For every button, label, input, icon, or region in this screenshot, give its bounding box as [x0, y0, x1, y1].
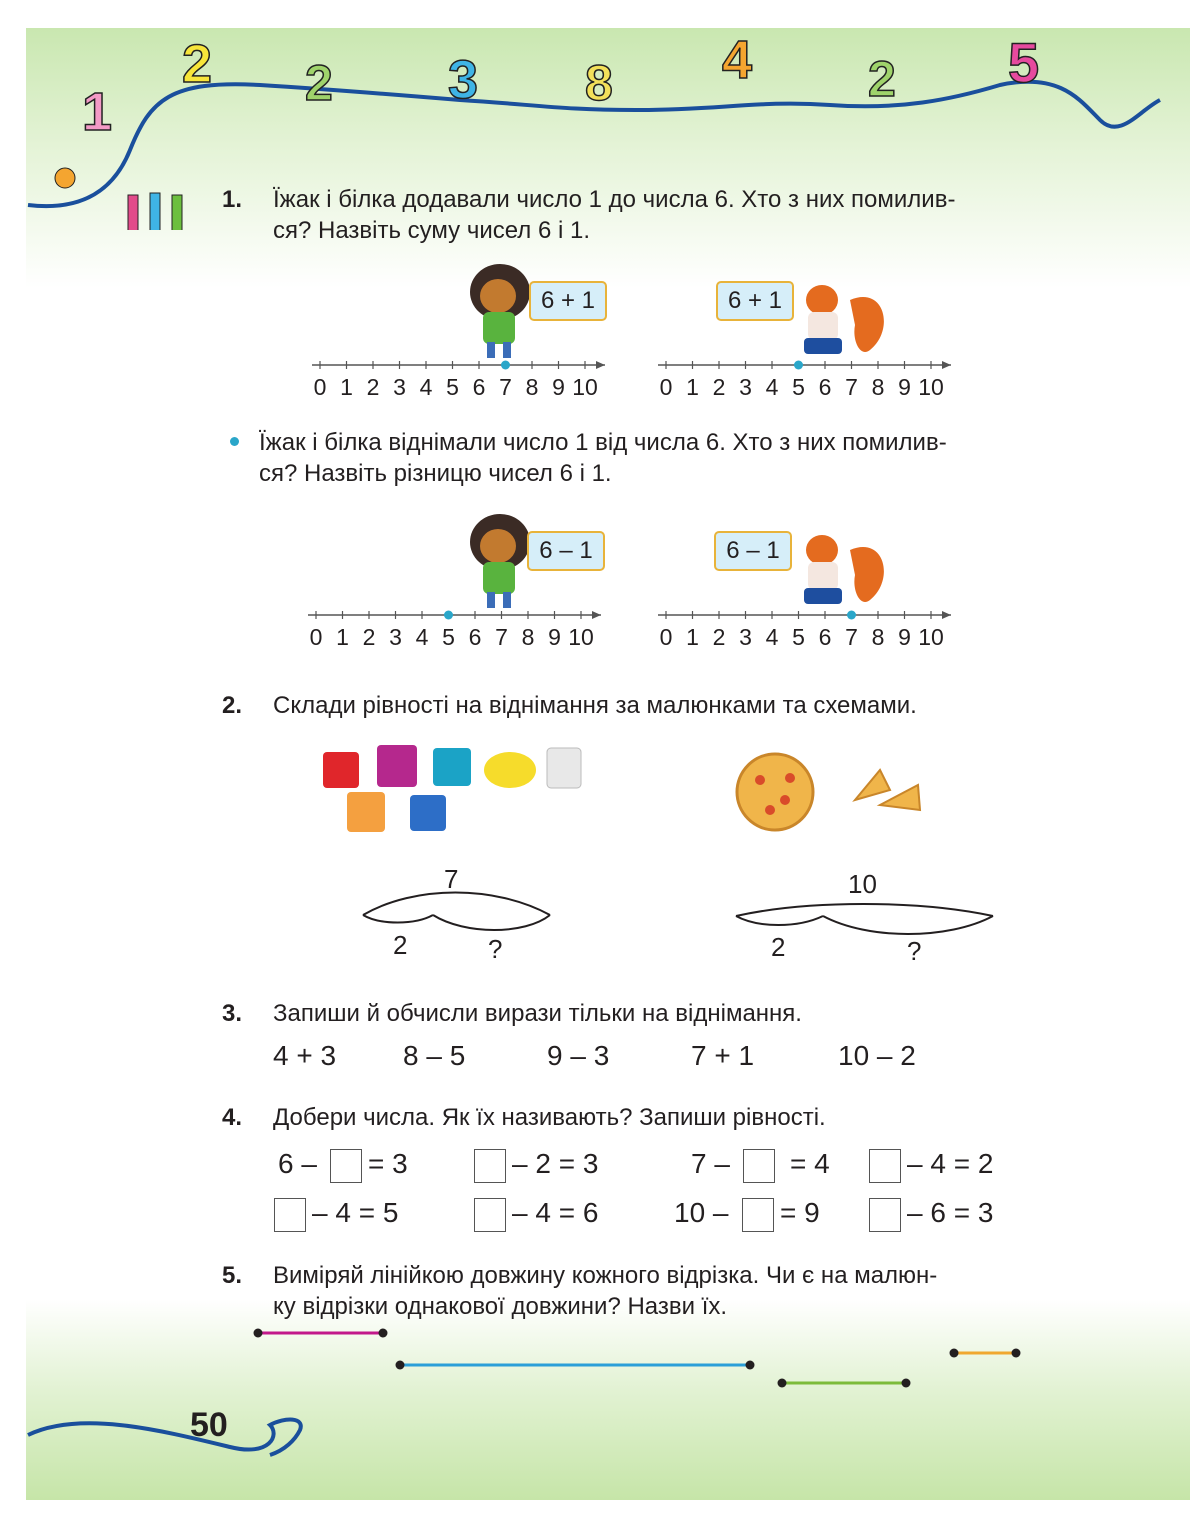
task-3-number: 3.: [222, 1000, 243, 1027]
squirrel-number-line-tick-label: 3: [739, 374, 752, 400]
hedgehog-number-line-tick-label: 1: [340, 374, 353, 400]
hedgehog-sum-label: 6 + 1: [529, 281, 607, 321]
hedgehog-number-line-tick-label: 0: [313, 374, 327, 400]
answer-box[interactable]: [474, 1149, 506, 1183]
squirrel-number-line-tick-label: 4: [765, 374, 779, 400]
scheme-1-unknown-arc: [433, 915, 550, 930]
hedgehog-number-line-tick-label: 7: [499, 374, 512, 400]
scheme-2-part-arc: [736, 916, 823, 925]
hedgehog-number-line-tick-label: 5: [446, 374, 459, 400]
equation-prefix: 10 –: [674, 1197, 729, 1228]
answer-box[interactable]: [742, 1198, 774, 1232]
squirrel-number-line-tick-label: 5: [792, 374, 805, 400]
equation-suffix: – 6 = 3: [907, 1197, 994, 1228]
equation-suffix: – 4 = 5: [312, 1197, 399, 1228]
equation-prefix: 6 –: [278, 1148, 317, 1179]
expression: 4 + 3: [273, 1040, 337, 1071]
hedgehog-icon: [465, 512, 535, 612]
scheme-1: [355, 860, 565, 970]
hedgehog-number-line-tick-label: 10: [568, 624, 594, 650]
squirrel-number-line-tick-label: 9: [898, 374, 911, 400]
task-1b-line-2: ся? Назвіть різницю чисел 6 і 1.: [259, 460, 612, 487]
squirrel-number-line-tick-label: 7: [845, 374, 858, 400]
hedgehog-number-line-marker: [444, 611, 453, 620]
scheme-2-unknown-arc: [823, 916, 993, 934]
answer-box[interactable]: [869, 1198, 901, 1232]
character-8-icon: 8: [585, 55, 613, 111]
equation-suffix: – 4 = 6: [512, 1197, 599, 1228]
squirrel-icon: [790, 280, 890, 362]
task-2-number: 2.: [222, 692, 243, 719]
task-5-number: 5.: [222, 1262, 243, 1289]
hedgehog-number-line-tick-label: 5: [442, 624, 455, 650]
squirrel-number-line-tick-label: 9: [898, 624, 911, 650]
hedgehog-number-line-tick-label: 2: [366, 374, 380, 400]
squirrel-number-line-tick-label: 1: [686, 374, 699, 400]
hedgehog-number-line-tick-label: 3: [393, 374, 406, 400]
task-1b-text: [259, 427, 1099, 489]
squirrel-number-line-arrow: [942, 611, 951, 619]
segment-orange: [950, 1349, 1021, 1358]
character-3-icon: 3: [448, 50, 479, 110]
task-4-number: 4.: [222, 1104, 243, 1131]
hedgehog-difference-label: 6 – 1: [527, 531, 605, 571]
squirrel-number-line-tick-label: 0: [659, 624, 673, 650]
squirrel-number-line-tick-label: 8: [871, 374, 885, 400]
task-3-text: Запиши й обчисли вирази тільки на віднімання.: [273, 1000, 802, 1027]
answer-box[interactable]: [869, 1149, 901, 1183]
expression: 8 – 5: [403, 1040, 466, 1071]
equation-suffix: = 4: [790, 1148, 830, 1179]
character-2-icon: 2: [182, 34, 213, 94]
squirrel-number-line-tick-label: 2: [712, 374, 726, 400]
small-character-icon: [55, 168, 75, 188]
squirrel-number-line-tick-label: 4: [765, 624, 779, 650]
task-1b-number-lines: [305, 605, 970, 655]
task-2-text: Склади рівності на віднімання за малюнками та схемами.: [273, 692, 917, 719]
squirrel-number-line-tick-label: 10: [918, 624, 944, 650]
squirrel-number-line-marker: [847, 611, 856, 620]
hedgehog-number-line-tick-label: 9: [548, 624, 561, 650]
squirrel-sum-label: 6 + 1: [716, 281, 794, 321]
task-5-text: [273, 1260, 1103, 1322]
answer-box[interactable]: [474, 1198, 506, 1232]
hedgehog-number-line-tick-label: 3: [389, 624, 402, 650]
squirrel-number-line-tick-label: 10: [918, 374, 944, 400]
hedgehog-icon: [465, 262, 535, 362]
hedgehog-number-line-tick-label: 10: [572, 374, 598, 400]
task-1b-line-1: Їжак і білка віднімали число 1 від числа 6. Хто з них помилив-: [259, 429, 947, 456]
pizza-picture: [730, 750, 930, 835]
segment-magenta: [254, 1329, 388, 1338]
squirrel-number-line-tick-label: 1: [686, 624, 699, 650]
hedgehog-number-line-tick-label: 0: [309, 624, 323, 650]
scheme-1-unknown: ?: [488, 934, 503, 964]
equation-suffix: – 4 = 2: [907, 1148, 994, 1179]
equation-suffix: = 9: [780, 1197, 820, 1228]
segment-blue: [396, 1361, 755, 1370]
hedgehog-number-line-tick-label: 2: [362, 624, 376, 650]
hedgehog-number-line-arrow: [592, 611, 601, 619]
hedgehog-number-line-tick-label: 8: [525, 374, 539, 400]
answer-box[interactable]: [743, 1149, 775, 1183]
hedgehog-number-line-tick-label: 9: [552, 374, 565, 400]
task-4-text: Добери числа. Як їх називають? Запиши рівності.: [273, 1104, 826, 1131]
hedgehog-number-line-tick-label: 8: [521, 624, 535, 650]
hedgehog-number-line-marker: [501, 361, 510, 370]
hedgehog-number-line-tick-label: 7: [495, 624, 508, 650]
task-1-number: 1.: [222, 186, 243, 213]
hedgehog-number-line-arrow: [596, 361, 605, 369]
expression: 10 – 2: [838, 1040, 916, 1071]
squirrel-number-line-marker: [794, 361, 803, 370]
page-number: 50: [190, 1406, 228, 1444]
scheme-2-unknown: ?: [907, 936, 922, 966]
digit-characters: [55, 30, 1039, 188]
hedgehog-number-line-tick-label: 6: [472, 374, 486, 400]
character-1-icon: 1: [82, 82, 113, 142]
squirrel-number-line-tick-label: 6: [818, 374, 832, 400]
squirrel-number-line-arrow: [942, 361, 951, 369]
equation-suffix: – 2 = 3: [512, 1148, 599, 1179]
scheme-1-part-arc: [363, 915, 433, 923]
scheme-1-whole-arc: [363, 893, 550, 916]
hedgehog-number-line-tick-label: 4: [419, 374, 433, 400]
task-1-text: [273, 184, 1093, 246]
expression: 9 – 3: [547, 1040, 610, 1071]
squirrel-number-line-tick-label: 7: [845, 624, 858, 650]
task-5-line-1: Виміряй лінійкою довжину кожного відрізка. Чи є на малюн-: [273, 1262, 938, 1289]
task-1-line-1: Їжак і білка додавали число 1 до числа 6. Хто з них помилив-: [273, 186, 956, 213]
task-1-line-2: ся? Назвіть суму чисел 6 і 1.: [273, 217, 591, 244]
squirrel-number-line-tick-label: 8: [871, 624, 885, 650]
answer-box[interactable]: [330, 1149, 362, 1183]
character-4-icon: 4: [722, 30, 753, 90]
cups-picture: [315, 740, 605, 845]
character-5-icon: 5: [1008, 31, 1040, 94]
squirrel-icon: [790, 530, 890, 612]
scheme-2-total: 10: [848, 869, 877, 899]
squirrel-number-line-tick-label: 0: [659, 374, 673, 400]
segments: [0, 1320, 1190, 1400]
task-1b-bullet: [230, 437, 239, 446]
equation-suffix: = 3: [368, 1148, 408, 1179]
hedgehog-number-line-tick-label: 4: [415, 624, 429, 650]
scheme-2-whole-arc: [736, 904, 993, 916]
hedgehog-number-line-tick-label: 6: [468, 624, 482, 650]
equation-prefix: 7 –: [691, 1148, 730, 1179]
character-2b-icon: 2: [305, 55, 333, 111]
hedgehog-number-line-tick-label: 1: [336, 624, 349, 650]
squirrel-number-line-tick-label: 6: [818, 624, 832, 650]
squirrel-number-line-tick-label: 5: [792, 624, 805, 650]
scheme-2-part: 2: [771, 932, 786, 962]
pencils-icon: [128, 193, 182, 230]
answer-box[interactable]: [274, 1198, 306, 1232]
segment-green: [778, 1379, 911, 1388]
scheme-1-part: 2: [393, 930, 408, 960]
squirrel-number-line-tick-label: 2: [712, 624, 726, 650]
squirrel-number-line-tick-label: 3: [739, 624, 752, 650]
squirrel-difference-label: 6 – 1: [714, 531, 792, 571]
scheme-1-total: 7: [444, 864, 459, 894]
task-5-line-2: ку відрізки однакової довжини? Назви їх.: [273, 1293, 728, 1320]
task-1-number-lines: [310, 355, 970, 405]
character-2c-icon: 2: [868, 51, 896, 107]
expression: 7 + 1: [691, 1040, 755, 1071]
